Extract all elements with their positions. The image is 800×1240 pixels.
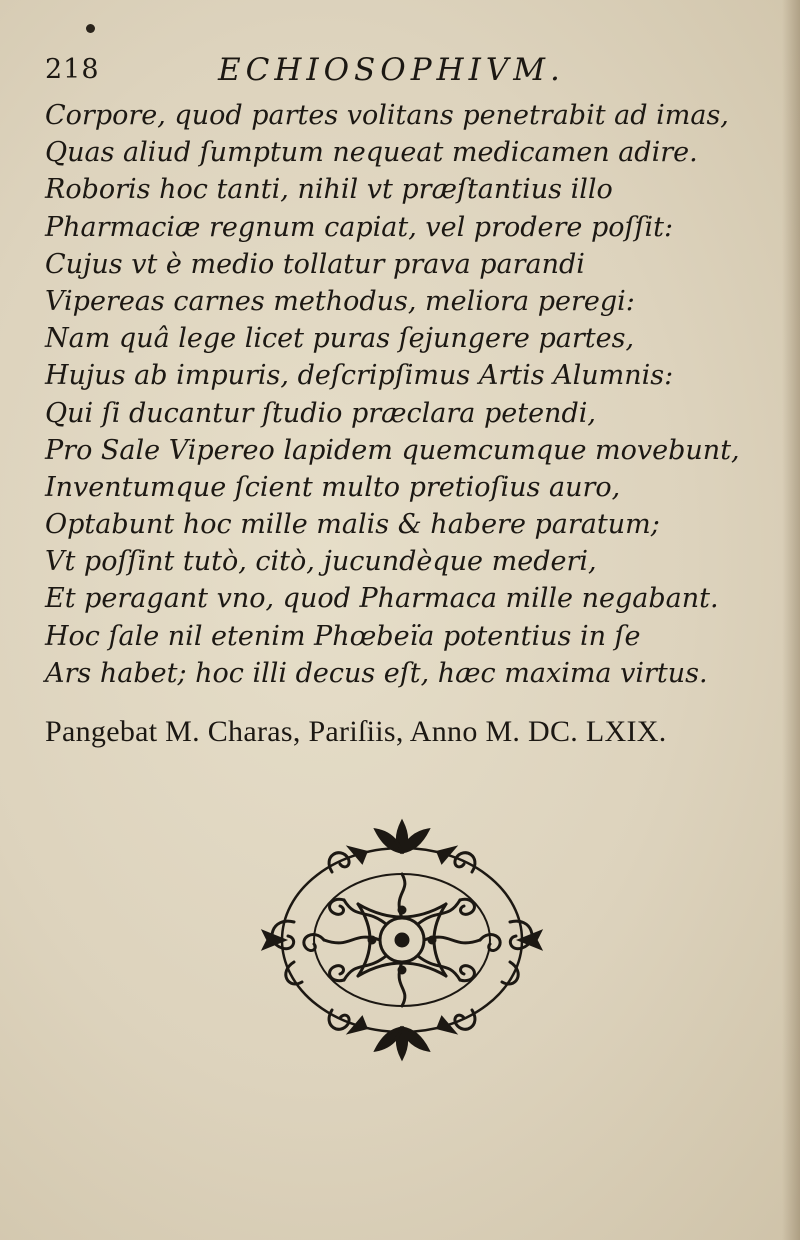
verse-line: Pro Sale Vipereo lapidem quemcumque movebunt, [45,434,740,466]
ink-spot [86,24,95,33]
verse-line: Pharmaciæ regnum capiat, vel prodere poſſit: [45,211,674,243]
verse-line: Nam quâ lege licet puras ſejungere partes, [45,323,635,355]
verse-line: Vipereas carnes methodus, meliora peregi: [45,285,635,317]
verse-line: Ars habet; hoc illi decus eſt, hæc maxima virtus. [45,657,708,689]
verse-line: Et peragant vno, quod Pharmaca mille negabant. [45,583,719,615]
verse-line: Roboris hoc tanti, nihil vt præſtantius illo [45,174,613,206]
verse-line: Quas aliud ſumptum nequeat medicamen adire. [45,137,698,169]
verse-line: Corpore, quod partes volitans penetrabit ad imas, [45,100,729,131]
page-number: 218 [45,54,100,85]
verse-line: Cujus vt è medio tollatur prava parandi [45,248,585,280]
floral-fleuron-icon [232,812,572,1062]
verse-line: Hoc ſale nil etenim Phœbeïa potentius in ſe [45,620,641,652]
verse-line: Optabunt hoc mille malis & habere paratum; [45,509,660,541]
verse-line: Vt poſſint tutò, citò, jucundèque mederi, [45,546,597,578]
verse-line: Qui ſi ducantur ſtudio præclara petendi, [45,397,596,429]
verse-line: Hujus ab impuris, deſcripſimus Artis Alumnis: [45,360,674,392]
running-head: ECHIOSOPHIVM. [218,52,565,88]
poem [45,97,785,692]
colophon: Pangebat M. Charas, Pariſiis, Anno M. DC. LXIX. [45,715,667,748]
verse-line: Inventumque ſcient multo pretioſius auro, [45,471,621,503]
